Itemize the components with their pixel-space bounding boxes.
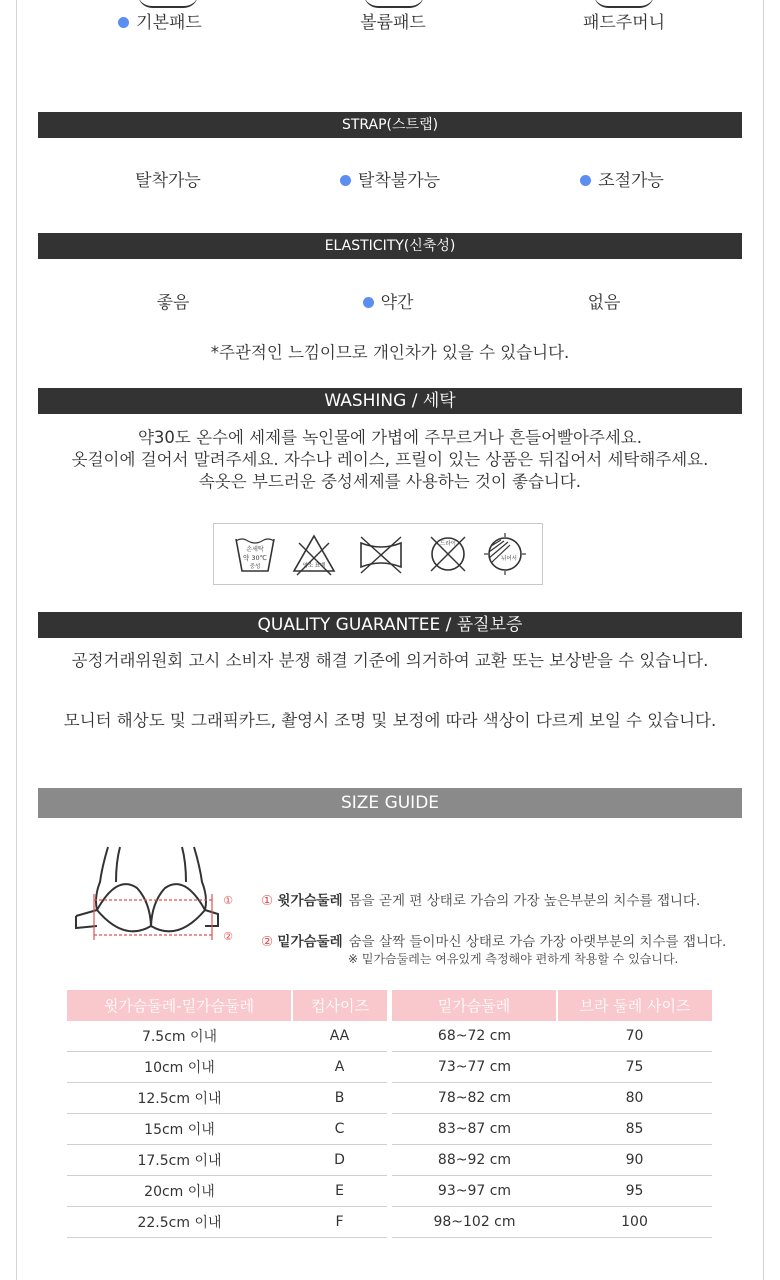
table-row xyxy=(392,1083,712,1114)
table-row xyxy=(67,1207,387,1238)
elasticity-options xyxy=(38,288,742,318)
strap-option: 탈착불가능 xyxy=(280,166,500,196)
washing-line: 옷걸이에 걸어서 말려주세요. 자수나 레이스, 프릴이 있는 상품은 뒤집어서 세탁해주세요. xyxy=(71,450,709,469)
table-row xyxy=(67,1021,387,1052)
table-cell: A xyxy=(292,1052,387,1083)
table-cell: 98~102 cm xyxy=(392,1207,557,1238)
table-cell: 78~82 cm xyxy=(392,1083,557,1114)
strap-option: 탈착가능 xyxy=(135,171,201,191)
washing-line: 속옷은 부드러운 중성세제를 사용하는 것이 좋습니다. xyxy=(198,472,582,491)
selected-dot-icon xyxy=(118,17,129,28)
table-cell: B xyxy=(292,1083,387,1114)
svg-text:드라이: 드라이 xyxy=(440,541,456,547)
table-cell: 100 xyxy=(557,1207,712,1238)
pad-option: 기본패드 xyxy=(50,8,270,38)
bra-measurement-diagram xyxy=(72,842,247,947)
quality-line-2: 모니터 해상도 및 그래픽카드, 촬영시 조명 및 보정에 따라 색상이 다르게 보일 수 있습니다. xyxy=(63,711,717,730)
table-cell: AA xyxy=(292,1021,387,1052)
table-cell: 68~72 cm xyxy=(392,1021,557,1052)
table-cell: F xyxy=(292,1207,387,1238)
table-cell: 83~87 cm xyxy=(392,1114,557,1145)
pad-option: 볼륨패드 xyxy=(360,13,426,33)
under-bust-note: ※ 밑가슴둘레는 여유있게 측정해야 편하게 착용할 수 있습니다. xyxy=(348,952,679,966)
pad-options xyxy=(38,8,742,38)
table-cell: 85 xyxy=(557,1114,712,1145)
page-border-right xyxy=(763,0,764,1280)
table-header: 밑가슴둘레 xyxy=(392,990,557,1021)
table-header: 브라 둘레 사이즈 xyxy=(557,990,712,1021)
pad-image-volume xyxy=(364,0,424,8)
svg-text:표백: 표백 xyxy=(314,563,326,569)
washing-header: WASHING / 세탁 xyxy=(38,388,742,414)
pad-option: 패드주머니 xyxy=(582,13,666,33)
elasticity-option: 없음 xyxy=(587,293,621,313)
table-cell: 90 xyxy=(557,1145,712,1176)
table-cell: 73~77 cm xyxy=(392,1052,557,1083)
table-cell: D xyxy=(292,1145,387,1176)
selected-dot-icon xyxy=(363,297,374,308)
table-row xyxy=(392,1052,712,1083)
table-cell: 75 xyxy=(557,1052,712,1083)
table-cell: 12.5cm 이내 xyxy=(67,1083,292,1114)
table-cell: 10cm 이내 xyxy=(67,1052,292,1083)
table-cell: C xyxy=(292,1114,387,1145)
size-guide-header: SIZE GUIDE xyxy=(38,788,742,818)
pad-image-pouch xyxy=(594,0,654,8)
elasticity-option: 좋음 xyxy=(156,293,190,313)
table-cell: 22.5cm 이내 xyxy=(67,1207,292,1238)
cup-size-table xyxy=(67,990,387,1238)
page-border-left xyxy=(16,0,17,1280)
table-cell: 70 xyxy=(557,1021,712,1052)
elasticity-option: 약간 xyxy=(278,288,498,318)
selected-dot-icon xyxy=(340,175,351,186)
table-header: 컵사이즈 xyxy=(292,990,387,1021)
diagram-mark-2: ② xyxy=(223,930,233,943)
table-row xyxy=(392,1021,712,1052)
table-cell: E xyxy=(292,1176,387,1207)
table-row xyxy=(67,1114,387,1145)
table-row xyxy=(392,1176,712,1207)
pad-image-basic xyxy=(138,0,198,8)
table-cell: 95 xyxy=(557,1176,712,1207)
strap-options xyxy=(38,166,742,196)
table-cell: 88~92 cm xyxy=(392,1145,557,1176)
selected-dot-icon xyxy=(580,175,591,186)
elasticity-note: *주관적인 느낌이므로 개인차가 있을 수 있습니다. xyxy=(210,343,570,362)
quality-line-1: 공정거래위원회 고시 소비자 분쟁 해결 기준에 의거하여 교환 또는 보상받을 수 있습니다. xyxy=(71,651,709,670)
no-bleach-icon xyxy=(291,531,337,577)
svg-text:약 30℃: 약 30℃ xyxy=(243,554,267,562)
table-cell: 15cm 이내 xyxy=(67,1114,292,1145)
table-header: 윗가슴둘레-밑가슴둘레 xyxy=(67,990,292,1021)
hand-wash-icon xyxy=(232,531,278,577)
elasticity-header: ELASTICITY(신축성) xyxy=(38,233,742,259)
table-row xyxy=(67,1052,387,1083)
shade-dry-icon xyxy=(482,531,528,577)
svg-text:염소: 염소 xyxy=(302,563,314,569)
quality-header: QUALITY GUARANTEE / 품질보증 xyxy=(38,612,742,638)
table-cell: 7.5cm 이내 xyxy=(67,1021,292,1052)
diagram-mark-1: ① xyxy=(223,894,233,907)
table-row xyxy=(67,1145,387,1176)
no-tumble-dry-icon xyxy=(425,531,471,577)
legend-under-bust: ② 밑가슴둘레 숨을 살짝 들이마신 상태로 가슴 가장 아랫부분의 치수를 잽니다. xyxy=(261,934,727,950)
table-row xyxy=(392,1145,712,1176)
strap-header: STRAP(스트랩) xyxy=(38,112,742,138)
table-row xyxy=(392,1114,712,1145)
table-cell: 20cm 이내 xyxy=(67,1176,292,1207)
table-row xyxy=(67,1176,387,1207)
legend-upper-bust: ① 윗가슴둘레 몸을 곧게 편 상태로 가슴의 가장 높은부분의 치수를 잽니다. xyxy=(261,893,701,909)
strap-option: 조절가능 xyxy=(512,166,732,196)
washing-line: 약30도 온수에 세제를 녹인물에 가볍에 주무르거나 흔들어빨아주세요. xyxy=(137,428,642,447)
table-cell: 17.5cm 이내 xyxy=(67,1145,292,1176)
table-row xyxy=(67,1083,387,1114)
table-cell: 80 xyxy=(557,1083,712,1114)
svg-text:손세탁: 손세탁 xyxy=(246,546,264,553)
band-size-table xyxy=(392,990,712,1238)
washing-instructions xyxy=(38,427,742,493)
table-cell: 93~97 cm xyxy=(392,1176,557,1207)
care-symbols-box xyxy=(213,523,543,585)
svg-text:뉘어서: 뉘어서 xyxy=(501,556,517,562)
svg-text:중성: 중성 xyxy=(249,564,261,570)
table-row xyxy=(392,1207,712,1238)
no-dry-clean-icon xyxy=(358,531,404,577)
